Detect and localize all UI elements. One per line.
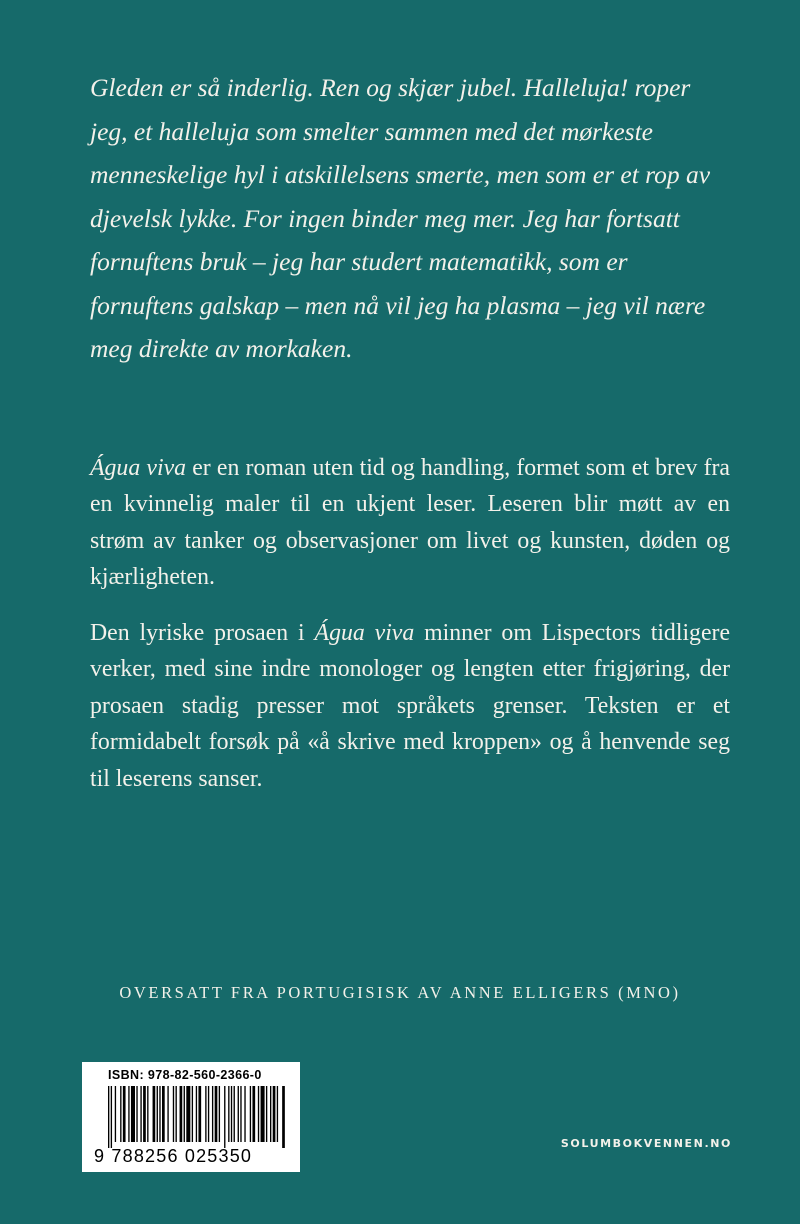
barcode-bar	[252, 1086, 255, 1142]
barcode-bar	[196, 1086, 197, 1142]
quote-line: meg direkte av morkaken.	[90, 334, 353, 363]
isbn-barcode	[82, 1062, 300, 1172]
barcode-bar	[157, 1086, 158, 1142]
barcode-bar	[277, 1086, 278, 1142]
description-text: minner om Lispectors tidligere verker, med sine indre monologer og lengten etter frigjøring, der prosaen stadig presser mot språkets grenser. Teksten er et formidabelt forsøk på «å skrive med kroppen» og å henvende seg til leserens sanser.	[90, 620, 731, 792]
barcode-bar	[111, 1086, 112, 1148]
barcode-bar	[198, 1086, 201, 1142]
barcode-bar	[147, 1086, 148, 1142]
barcode-bar	[231, 1086, 232, 1142]
barcode-bar	[108, 1086, 109, 1148]
description-text: Den lyriske prosaen i	[90, 620, 315, 646]
description-text: er en roman uten tid og handling, formet som et brev fra en kvinnelig maler til en ukjent leser. Leseren blir møtt av en strøm av tanker og observasjoner om livet og kunsten, døden og kjærligheten.	[90, 455, 730, 591]
barcode-bar	[192, 1086, 193, 1142]
barcode-bar	[270, 1086, 271, 1142]
barcode-bar	[282, 1086, 285, 1148]
translator-credit: OVERSATT FRA PORTUGISISK AV ANNE ELLIGERS (MNO)	[119, 983, 681, 1002]
barcode-bar	[205, 1086, 206, 1142]
barcode-bar	[234, 1086, 235, 1142]
barcode-bar	[238, 1086, 239, 1142]
quote-line: menneskelige hyl i atskillelsens smerte, men som er et rop av	[90, 160, 711, 189]
book-title: Água viva	[90, 455, 187, 481]
barcode-bar	[159, 1086, 160, 1142]
barcode-bar	[224, 1086, 225, 1148]
barcode-bar	[115, 1086, 116, 1142]
quote-line: fornuftens bruk – jeg har studert matematikk, som er	[90, 247, 628, 276]
barcode-bar	[208, 1086, 209, 1142]
barcode-graphic	[94, 1086, 290, 1148]
barcode-bar	[219, 1086, 220, 1142]
quote-line: fornuftens galskap – men nå vil jeg ha plasma – jeg vil nære	[90, 290, 706, 320]
barcode-bar	[173, 1086, 174, 1142]
quote-line: Gleden er så inderlig. Ren og skjær jubel. Halleluja! roper	[90, 73, 691, 102]
quote-line: jeg, et halleluja som smelter sammen med det mørkeste	[90, 116, 654, 146]
description-paragraph-1	[90, 450, 730, 596]
description-paragraph-2	[90, 615, 730, 797]
barcode-bar	[258, 1086, 259, 1142]
barcode-bar	[215, 1086, 218, 1142]
barcode-bar	[261, 1086, 265, 1142]
barcode-bar	[167, 1086, 168, 1142]
barcode-bar	[266, 1086, 267, 1142]
book-title: Água viva	[314, 620, 415, 646]
barcode-bar	[123, 1086, 126, 1142]
barcode-bar	[120, 1086, 121, 1142]
barcode-bar	[143, 1086, 146, 1142]
barcode-bar	[184, 1086, 185, 1142]
barcode-bar	[273, 1086, 276, 1142]
barcode-bar	[140, 1086, 141, 1142]
quote-line: djevelsk lykke. For ingen binder meg mer. Jeg har fortsatt	[90, 203, 680, 233]
barcode-bar	[128, 1086, 129, 1142]
back-cover-quote	[90, 66, 730, 371]
barcode-bar	[240, 1086, 241, 1142]
barcode-bar	[162, 1086, 165, 1142]
isbn-digits: 9 788256 025350	[94, 1146, 253, 1166]
barcode-bar	[136, 1086, 137, 1142]
barcode-bar	[176, 1086, 177, 1142]
barcode-bar	[212, 1086, 213, 1142]
barcode-bar	[153, 1086, 156, 1142]
barcode-bar	[244, 1086, 245, 1142]
publisher-website: SOLUMBOKVENNEN.NO	[560, 1137, 732, 1150]
barcode-bar	[250, 1086, 251, 1142]
barcode-bar	[186, 1086, 190, 1142]
barcode-bar	[131, 1086, 135, 1142]
barcode-bar	[228, 1086, 229, 1142]
isbn-label: ISBN: 978-82-560-2366-0	[108, 1068, 262, 1082]
barcode-bar	[180, 1086, 183, 1142]
